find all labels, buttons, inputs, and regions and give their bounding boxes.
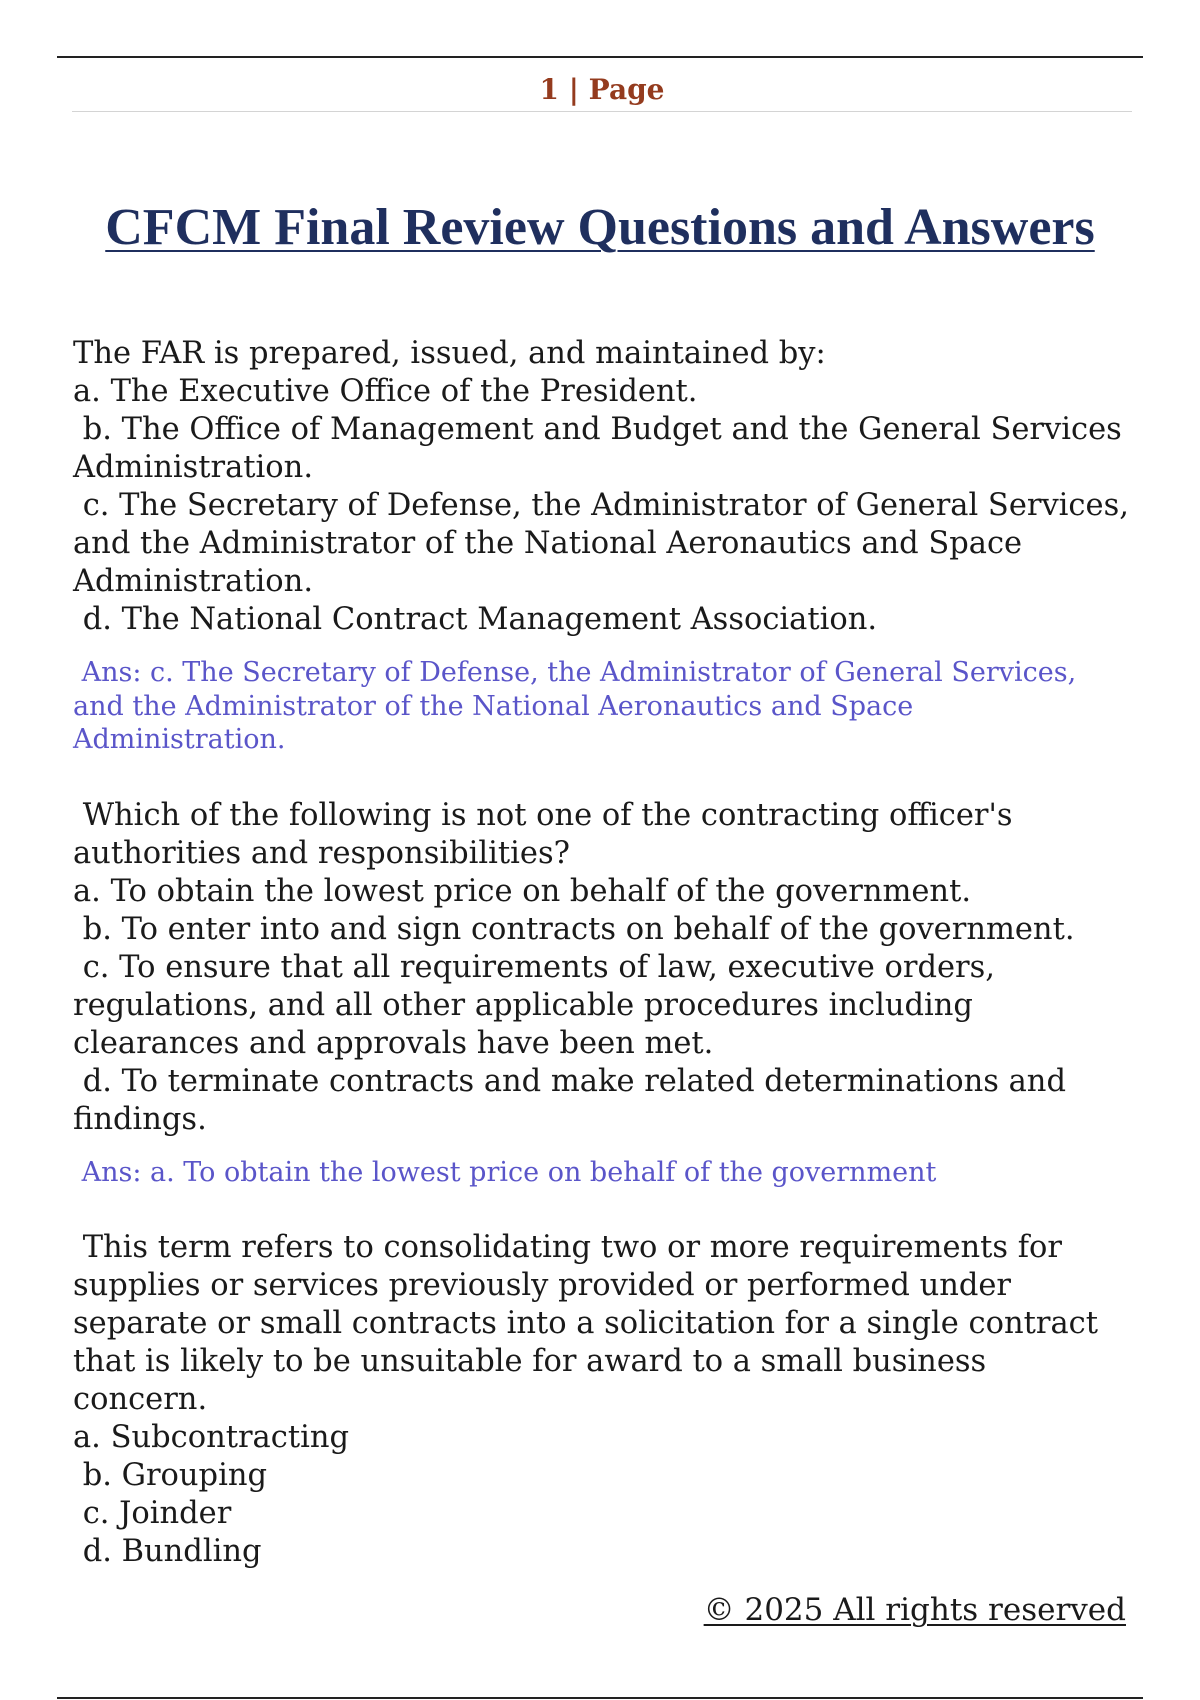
option-line: c. The Secretary of Defense, the Administrator of General Services, [73, 488, 1129, 523]
option-line: c. To ensure that all requirements of law, executive orders, [73, 949, 995, 985]
question-line: concern. [73, 1382, 208, 1417]
option-line: a. Subcontracting [73, 1420, 350, 1455]
option-line: b. To enter into and sign contracts on behalf of the government. [73, 911, 1075, 947]
question-line: Which of the following is not one of the contracting officer's [73, 797, 1013, 833]
question-block [73, 335, 1143, 639]
question-line: supplies or services previously provided or performed under [73, 1268, 1012, 1303]
question-block [73, 797, 1143, 1139]
option-line: d. To terminate contracts and make related determinations and [73, 1063, 1066, 1099]
option-line: b. The Office of Management and Budget and the General Services [73, 412, 1122, 447]
answer-block [73, 1156, 1143, 1190]
option-line: a. The Executive Office of the President. [73, 374, 698, 409]
question-line: This term refers to consolidating two or more requirements for [73, 1230, 1062, 1265]
document-title: CFCM Final Review Questions and Answers [105, 199, 1095, 256]
option-line: b. Grouping [73, 1458, 268, 1493]
header-rule [72, 111, 1132, 112]
spacer [73, 1189, 1143, 1229]
option-line: d. The National Contract Management Association. [73, 602, 878, 637]
answer-line: Administration. [73, 724, 286, 755]
page-number-header: 1 | Page [539, 73, 665, 106]
option-line: regulations, and all other applicable procedures including [73, 987, 973, 1023]
option-line: a. To obtain the lowest price on behalf of the government. [73, 873, 972, 909]
question-block [73, 1229, 1143, 1571]
option-line: c. Joinder [73, 1496, 232, 1531]
option-line: Administration. [73, 450, 314, 485]
option-line: clearances and approvals have been met. [73, 1025, 714, 1061]
question-list [73, 335, 1143, 1571]
option-line: Administration. [73, 564, 314, 599]
answer-line: and the Administrator of the National Aeronautics and Space [73, 690, 914, 722]
option-line: and the Administrator of the National Aeronautics and Space [73, 526, 1023, 561]
question-line: The FAR is prepared, issued, and maintained by: [73, 336, 826, 371]
answer-line: Ans: a. To obtain the lowest price on behalf of the government [73, 1156, 937, 1188]
question-line: authorities and responsibilities? [73, 835, 570, 871]
copyright-notice: © 2025 All rights reserved [703, 1592, 1126, 1628]
question-line: separate or small contracts into a solicitation for a single contract [73, 1306, 1098, 1341]
spacer [73, 757, 1143, 797]
top-rule [57, 56, 1143, 58]
option-line: findings. [73, 1101, 207, 1137]
answer-line: Ans: c. The Secretary of Defense, the Administrator of General Services, [73, 657, 1077, 688]
option-line: d. Bundling [73, 1534, 262, 1569]
question-line: that is likely to be unsuitable for award to a small business [73, 1344, 987, 1379]
bottom-rule [57, 1697, 1143, 1699]
answer-block [73, 656, 1143, 757]
